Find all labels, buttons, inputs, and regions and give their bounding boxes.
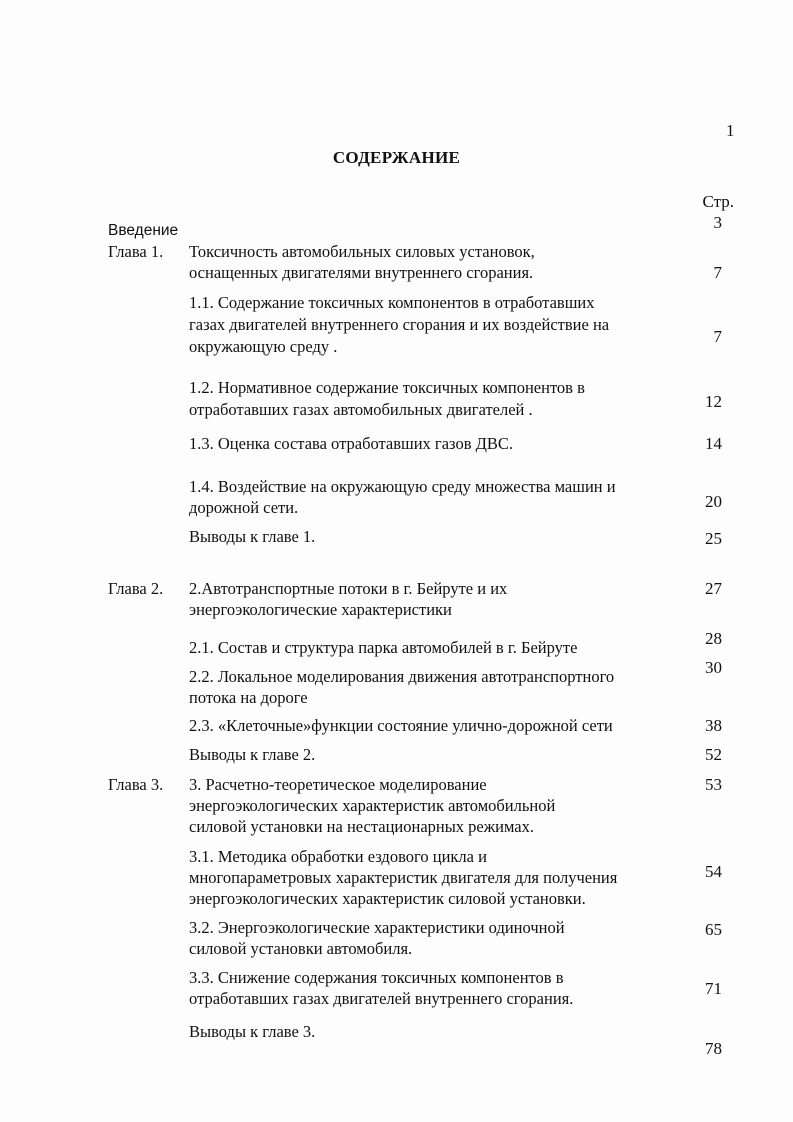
chapter-label: Глава 3.	[108, 775, 164, 794]
section-line: 3.2. Энергоэкологические характеристики одиночной	[189, 918, 565, 937]
section-page: 20	[705, 492, 722, 511]
section-line: отработавших газах двигателей внутреннего сгорания.	[189, 989, 574, 1008]
chapter-title-line: 2.Автотранспортные потоки в г. Бейруте и их	[189, 579, 508, 598]
page-column-header: Стр.	[702, 192, 734, 211]
section-line: 2.2. Локальное моделирования движения автотранспортного	[189, 667, 615, 686]
section-line: 1.4. Воздействие на окружающую среду множества машин и	[189, 477, 616, 496]
section-line: Выводы к главе 3.	[189, 1022, 316, 1041]
chapter-page: 27	[705, 579, 722, 598]
section-line: силовой установки автомобиля.	[189, 939, 413, 958]
section-line: 3.1. Методика обработки ездового цикла и	[189, 847, 487, 866]
section-page: 65	[705, 920, 722, 939]
section-line: потока на дороге	[189, 688, 308, 707]
section-page: 38	[705, 716, 722, 735]
section-line: Выводы к главе 1.	[189, 527, 316, 546]
section-page: 12	[705, 392, 722, 411]
chapter-page: 53	[705, 775, 722, 794]
intro-page: 3	[713, 213, 722, 232]
chapter-title-line: силовой установки на нестационарных режимах.	[189, 817, 535, 836]
section-line: энергоэкологических характеристик силовой установки.	[189, 889, 586, 908]
chapter-title-line: энергоэкологические характеристики	[189, 600, 452, 619]
section-line: многопараметровых характеристик двигателя для получения	[189, 868, 618, 887]
intro-label: Введение	[108, 222, 179, 239]
chapter-title-line: оснащенных двигателями внутреннего сгорания.	[189, 263, 534, 282]
section-page: 52	[705, 745, 722, 764]
chapter-title-line: энергоэкологических характеристик автомобильной	[189, 796, 556, 815]
section-line: 1.1. Содержание токсичных компонентов в отработавших	[189, 293, 595, 312]
section-page: 78	[705, 1039, 722, 1058]
section-page: 25	[705, 529, 722, 548]
section-line: окружающую среду .	[189, 337, 338, 356]
chapter-label: Глава 2.	[108, 579, 164, 598]
section-line: 3.3. Снижение содержания токсичных компонентов в	[189, 968, 564, 987]
page-number: 1	[726, 121, 735, 140]
section-line: Выводы к главе 2.	[189, 745, 316, 764]
section-page: 30	[705, 658, 722, 677]
page-title: СОДЕРЖАНИЕ	[332, 148, 461, 167]
section-line: 1.3. Оценка состава отработавших газов ДВС.	[189, 434, 514, 453]
section-line: отработавших газах автомобильных двигателей .	[189, 400, 533, 419]
section-line: 1.2. Нормативное содержание токсичных компонентов в	[189, 378, 585, 397]
section-line: дорожной сети.	[189, 498, 299, 517]
section-page: 14	[705, 434, 722, 453]
section-page: 28	[705, 629, 722, 648]
chapter-title-line: Токсичность автомобильных силовых установок,	[189, 242, 535, 261]
chapter-title-line: 3. Расчетно-теоретическое моделирование	[189, 775, 487, 794]
chapter-label: Глава 1.	[108, 242, 164, 261]
section-page: 71	[705, 979, 722, 998]
section-page: 7	[713, 327, 722, 346]
section-line: 2.1. Состав и структура парка автомобилей в г. Бейруте	[189, 638, 578, 657]
section-line: газах двигателей внутреннего сгорания и их воздействие на	[189, 315, 610, 334]
chapter-page: 7	[713, 263, 722, 282]
section-page: 54	[705, 862, 722, 881]
section-line: 2.3. «Клеточные»функции состояние улично-дорожной сети	[189, 716, 613, 735]
